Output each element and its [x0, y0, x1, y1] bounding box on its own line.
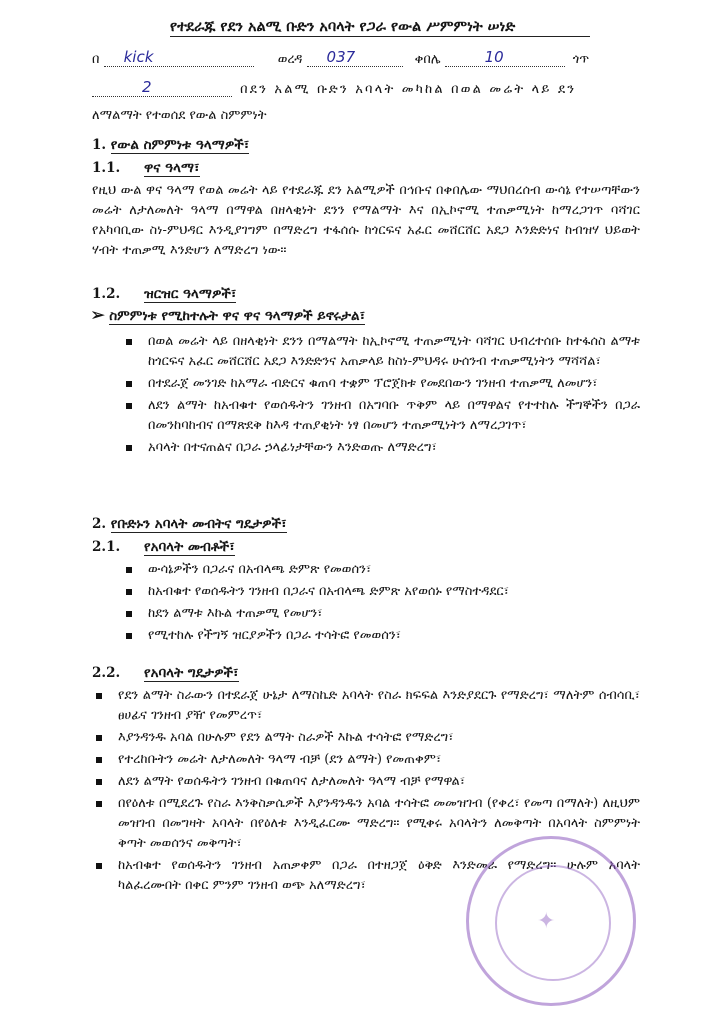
list-item: የተረከቡትን መሬት ለታለመለት ዓላማ ብቻ (ደን ልማት) የመጠቀም፣ — [96, 750, 640, 770]
subsection-1-2-number: 1.2. — [92, 286, 121, 302]
location-prefix: በ — [92, 52, 100, 67]
woreda-label: ወረዳ — [277, 52, 303, 67]
handwritten-kebele: 10 — [484, 48, 504, 66]
square-bullet-icon — [96, 863, 102, 869]
objectives-list — [126, 332, 640, 460]
list-item: ውሳኔዎችን በጋራና በአብላጫ ድምጽ የመወሰን፣ — [126, 560, 640, 580]
subsection-1-2-title: ዝርዝር ዓላማዎች፣ — [144, 286, 237, 302]
list-item: ለደን ልማት የወሰዱትን ገንዘብ በቁጠባና ለታለመለት ዓላማ ብቻ የማዋል፣ — [96, 772, 640, 792]
section-1-number: 1. — [92, 137, 107, 153]
square-bullet-icon — [126, 589, 132, 595]
location-line — [92, 48, 590, 67]
square-bullet-icon — [126, 403, 132, 409]
subsection-2-2-title: የአባላት ግዴታዎች፣ — [144, 665, 239, 681]
list-item: በየዕለቱ በሚደረጉ የስራ እንቅስቃሴዎች እያንዳንዱን አባል ተሳትፎ መመዝገብ (የቀረ፣ የመጣ በማለት) ለዚህም መዝገብ በመግዛት አባላት በየዕለቱ እንዲፈርሙ ማድረግ። የሚቀሩ አባላትን ለመቅጣት በአባላት ስምምነት ቅጣት መወሰንና መቅጣት፣ — [96, 794, 640, 854]
main-purpose-paragraph: የዚህ ውል ዋና ዓላማ የወል መሬት ላይ የተደራጁ ደን አልሚዎች በኅቡና በቀበሌው ማህበረሰብ ውሳኔ የተሠጣቸውን መሬት ለታለመለት ዓላማ በማዋል በዘላቂነት ደንን የማልማት እና በኢኮኖሚ ተጠቃሚነት ከማረጋገጥ ባሻገር የአካባቢው ስነ-ምህዳር እንዲያገግም በማድረግ ተፋሰሱ ከጎርፍና አፈር መሸርሸር አደጋ እንድድነና ከብዝሃ ህይወት ሃብት ተጠቃሚ እንድሆን ለማድረግ ነው። — [92, 183, 640, 258]
woreda-fill-field — [307, 48, 403, 67]
document-title: የተደራጁ የደን አልሚ ቡድን አባላት የጋራ የውል ሥምምነት ሠነድ — [170, 18, 590, 37]
stamp-star-icon: ✦ — [537, 909, 556, 934]
subsection-1-1-heading — [92, 160, 200, 176]
section-1-heading — [92, 137, 249, 153]
list-item: ከአብቁተ የወሰዱትን ገንዘብ በጋራና በአብላጫ ድምጽ አየወሰኑ የማስተዳደር፣ — [126, 582, 640, 602]
square-bullet-icon — [126, 339, 132, 345]
member-line — [92, 78, 577, 97]
handwritten-place: kick — [123, 48, 154, 66]
square-bullet-icon — [126, 445, 132, 451]
arrow-bullet-icon: ➢ — [92, 308, 110, 324]
member-count-fill-field — [92, 78, 232, 97]
subsection-1-2-heading — [92, 286, 236, 302]
subsection-2-1-heading — [92, 539, 235, 555]
section-2-number: 2. — [92, 516, 107, 532]
list-item: ከአብቁተ የወሰዱትን ገንዘብ አጠቃቀም በጋራ በተዘጋጀ ዕቅድ እንድመራ የማድረግ። ሁሉም አባላት ካልፈረሙበት በቀር ምንም ገንዘብ ወጭ አለማድረግ፣ — [96, 856, 640, 896]
handwritten-count: 2 — [142, 78, 152, 96]
list-item: በወል መሬት ላይ በዘላቂነት ደንን በማልማት ከኢኮኖሚ ተጠቃሚነት ባሻገር ህብረተሰቡ ከተፋሰስ ልማቱ ከጎርፍና አፈር መሸርሸር አደጋ እንድድንና አጠቃላይ ከስነ-ምህዳሩ ሁሰንብ ተጠቃሚነትን ማሻሻል፣ — [126, 332, 640, 372]
member-line-2: ለማልማት የተወሰደ የውል ስምምነት — [92, 108, 267, 123]
square-bullet-icon — [126, 567, 132, 573]
subsection-2-1-title: የአባላት መብቶች፣ — [144, 539, 235, 555]
square-bullet-icon — [96, 779, 102, 785]
objectives-intro — [92, 308, 365, 324]
got-label: ጎጥ — [572, 52, 590, 67]
kebele-fill-field — [445, 48, 565, 67]
square-bullet-icon — [96, 801, 102, 807]
subsection-2-1-number: 2.1. — [92, 539, 121, 555]
square-bullet-icon — [126, 611, 132, 617]
square-bullet-icon — [126, 633, 132, 639]
handwritten-woreda: 037 — [326, 48, 356, 66]
subsection-1-1-number: 1.1. — [92, 160, 121, 176]
rights-list — [126, 560, 640, 648]
list-item: በተደራጀ መንገድ ከአማራ ብድርና ቁጠባ ተቋም ፕሮጀክቱ የመደበውን ገንዘብ ተጠቃሚ ለመሆን፣ — [126, 374, 640, 394]
section-2-title: የቡድኑን አባላት መብትና ግዴታዎች፣ — [110, 516, 287, 532]
list-item: አባላት በተናጠልና በጋራ ኃላፊነታቸውን እንድወጡ ለማድረግ፣ — [126, 438, 640, 458]
list-item: እያንዳንዱ አባል በሁሉም የደን ልማት ስራዎች እኩል ተሳትፎ የማድረግ፣ — [96, 728, 640, 748]
member-line-text: በደን አልሚ ቡድን አባላት መካከል በወል መሬት ላይ ደን — [240, 82, 577, 97]
square-bullet-icon — [126, 381, 132, 387]
subsection-2-2-heading — [92, 665, 239, 681]
list-item: ለደን ልማት ከአብቁተ የወሰዱትን ገንዘብ በአግባቡ ጥቅም ላይ በማዋልና የተተከሉ ችግኞችን በጋራ በመንከባከብና በማጽደቅ ከእዳ ተጠያቂነት ነፃ በመሆን ተጠቃሚነትን ለማረጋገጥ፣ — [126, 396, 640, 436]
square-bullet-icon — [96, 693, 102, 699]
section-2-heading — [92, 516, 287, 532]
place-fill-field — [104, 48, 254, 67]
subsection-1-1-title: ዋና ዓላማ፣ — [144, 160, 200, 176]
list-item: ከደን ልማቱ እኩል ተጠቃሚ የመሆን፣ — [126, 604, 640, 624]
square-bullet-icon — [96, 735, 102, 741]
list-item: የደን ልማት ስራውን በተደራጀ ሁኔታ ለማስኬድ አባላት የስራ ክፍፍል እንድያደርጉ የማድረግ፣ ማለትም ሰብሳቢ፣ ፀሀፊና ገንዘብ ያዥ የመምረጥ፣ — [96, 686, 640, 726]
list-item: የሚተከሉ የችግኝ ዝርያዎችን በጋራ ተሳትፎ የመወሰን፣ — [126, 626, 640, 646]
square-bullet-icon — [96, 757, 102, 763]
section-1-title: የውል ስምምነቱ ዓላማዎች፣ — [110, 137, 250, 153]
official-stamp — [466, 836, 636, 1006]
subsection-2-2-number: 2.2. — [92, 665, 121, 681]
kebele-label: ቀበሌ — [414, 52, 441, 67]
objectives-intro-text: ስምምነቱ የሚከተሉት ዋና ዋና ዓላማዎች ይኖሩታል፣ — [109, 308, 366, 324]
